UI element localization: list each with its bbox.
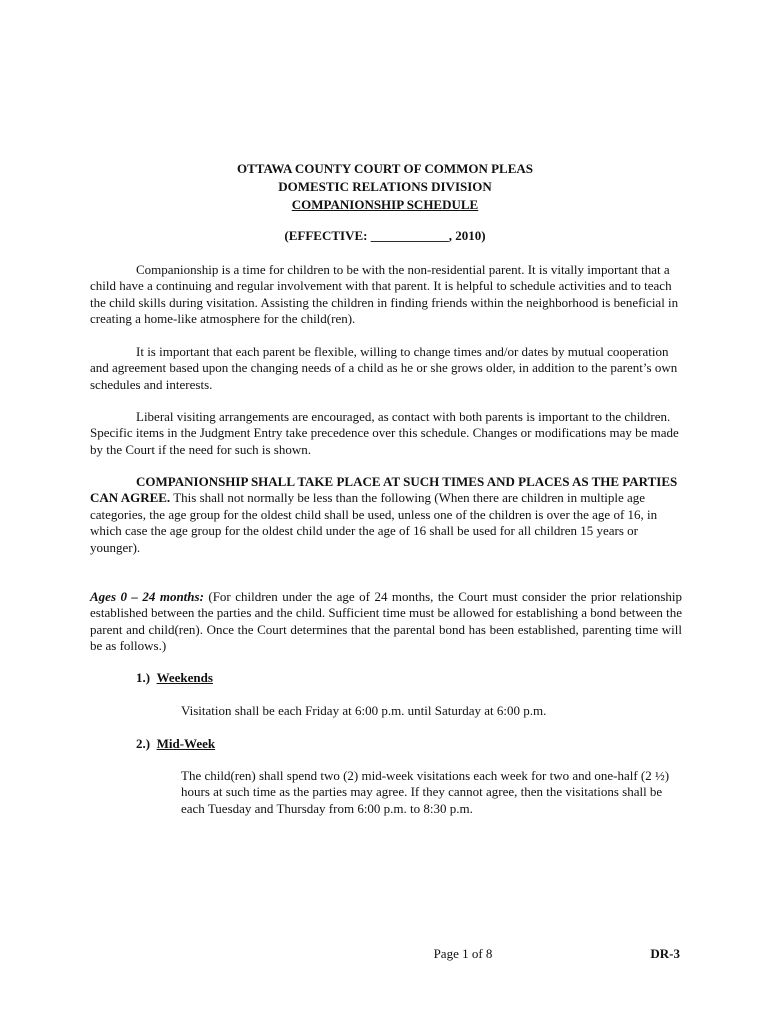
item-midweek-title xyxy=(136,736,215,752)
companionship-text: This shall not normally be less than the following (When there are children in multiple age categories, the age group for the oldest child shall be used, unless one of the children is over the age of 16, in which case the age group for the oldest child under the age of 16 shall be used for all children 15 years or younger). xyxy=(90,490,658,555)
item-weekends-body: Visitation shall be each Friday at 6:00 p.m. until Saturday at 6:00 p.m. xyxy=(181,703,547,718)
effective-date: (EFFECTIVE: ____________, 2010) xyxy=(284,228,486,243)
division-name: DOMESTIC RELATIONS DIVISION xyxy=(278,179,492,194)
document-title: COMPANIONSHIP SCHEDULE xyxy=(291,197,479,212)
document-header xyxy=(0,160,770,214)
paragraph-ages xyxy=(90,589,682,655)
paragraph-flexibility: It is important that each parent be flexible, willing to change times and/or dates by mutual cooperation and agreement based upon the changing needs of a child as he or she grows older, in addition to the parent’s own schedules and interests. xyxy=(90,344,678,392)
item-number: 2.) xyxy=(136,736,151,751)
page-number: Page 1 of 8 xyxy=(433,946,493,961)
paragraph-intro: Companionship is a time for children to be with the non-residential parent. It is vitally important that a child have a continuing and regular involvement with that parent. It is helpful to schedule activities and to teach the child skills during visitation. Assisting the children in finding friends within the neighborhood is beneficial in creating a home-like atmosphere for the child(ren). xyxy=(90,262,679,327)
item-weekends-title xyxy=(136,670,213,686)
court-name: OTTAWA COUNTY COURT OF COMMON PLEAS xyxy=(236,161,534,176)
ages-label: Ages 0 – 24 months: xyxy=(90,589,204,604)
ages-text: (For children under the age of 24 months, the Court must consider the prior relationship established between the parties and the child. Sufficient time must be allowed for establishing a bond between the parent and child(ren). Once the Court determines that the parental bond has been established, parenting time will be as follows.) xyxy=(90,589,682,654)
item-midweek-body: The child(ren) shall spend two (2) mid-week visitations each week for two and one-half (2 ½) hours at such time as the parties may agree. If they cannot agree, then the visitations shall be each Tuesday and Thursday from 6:00 p.m. to 8:30 p.m. xyxy=(181,768,670,816)
paragraph-liberal-visiting: Liberal visiting arrangements are encouraged, as contact with both parents is important to the children. Specific items in the Judgment Entry take precedence over this schedule. Changes or modifications may be made by the Court if the need for such is shown. xyxy=(90,409,679,457)
companionship-heading: COMPANIONSHIP SHALL TAKE PLACE AT SUCH TIMES AND PLACES AS THE PARTIES CAN AGREE. xyxy=(90,474,678,506)
form-code: DR-3 xyxy=(650,946,680,961)
item-title-text: Weekends xyxy=(156,670,213,685)
paragraph-companionship xyxy=(90,474,682,556)
item-number: 1.) xyxy=(136,670,151,685)
item-title-text: Mid-Week xyxy=(156,736,216,751)
